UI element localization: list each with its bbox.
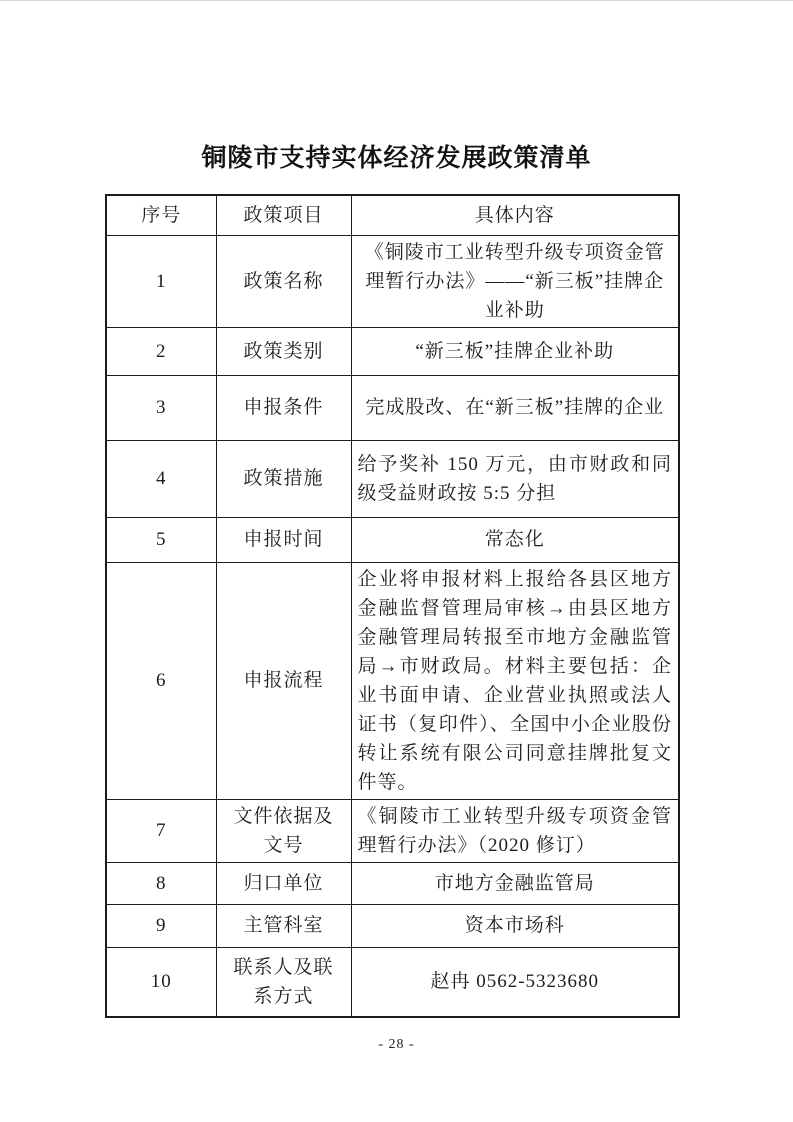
row-number-cell: 7: [106, 799, 216, 862]
policy-item-cell: 申报时间: [216, 517, 351, 562]
row-number-cell: 10: [106, 947, 216, 1017]
table-row: [106, 562, 679, 799]
policy-item-cell: 政策措施: [216, 440, 351, 517]
content-cell: 《铜陵市工业转型升级专项资金管理暂行办法》（2020 修订）: [351, 799, 679, 862]
content-cell: 给予奖补 150 万元，由市财政和同级受益财政按 5:5 分担: [351, 440, 679, 517]
row-number-cell: 5: [106, 517, 216, 562]
policy-item-cell: 政策类别: [216, 327, 351, 375]
content-cell: 企业将申报材料上报给各县区地方金融监督管理局审核→由县区地方金融管理局转报至市地方金融监管局→市财政局。材料主要包括：企业书面申请、企业营业执照或法人证书（复印件）、全国中小企业股份转让系统有限公司同意挂牌批复文件等。: [351, 562, 679, 799]
policy-item-cell: 文件依据及文号: [216, 799, 351, 862]
content-cell: 市地方金融监管局: [351, 862, 679, 904]
policy-item-cell: 申报条件: [216, 375, 351, 440]
row-number-cell: 2: [106, 327, 216, 375]
content-cell: 资本市场科: [351, 904, 679, 947]
table-row: [106, 799, 679, 862]
table-row: [106, 862, 679, 904]
content-cell: 完成股改、在“新三板”挂牌的企业: [351, 375, 679, 440]
page-title: 铜陵市支持实体经济发展政策清单: [201, 144, 592, 172]
content-cell: 赵冉 0562-5323680: [351, 947, 679, 1017]
policy-table-body: [106, 235, 679, 1017]
content-cell: “新三板”挂牌企业补助: [351, 327, 679, 375]
column-header: 序号: [106, 195, 216, 235]
table-row: [106, 375, 679, 440]
table-row: [106, 327, 679, 375]
policy-table-header: [106, 195, 679, 235]
row-number-cell: 6: [106, 562, 216, 799]
table-row: [106, 235, 679, 327]
row-number-cell: 8: [106, 862, 216, 904]
policy-item-cell: 归口单位: [216, 862, 351, 904]
policy-item-cell: 政策名称: [216, 235, 351, 327]
policy-item-cell: 主管科室: [216, 904, 351, 947]
policy-item-cell: 申报流程: [216, 562, 351, 799]
row-number-cell: 3: [106, 375, 216, 440]
table-row: [106, 440, 679, 517]
header-row: [106, 195, 679, 235]
content-cell: 《铜陵市工业转型升级专项资金管理暂行办法》——“新三板”挂牌企业补助: [351, 235, 679, 327]
table-row: [106, 904, 679, 947]
policy-table: [105, 194, 680, 1018]
row-number-cell: 9: [106, 904, 216, 947]
row-number-cell: 4: [106, 440, 216, 517]
table-row: [106, 517, 679, 562]
column-header: 具体内容: [351, 195, 679, 235]
column-header: 政策项目: [216, 195, 351, 235]
row-number-cell: 1: [106, 235, 216, 327]
page-number: - 28 -: [378, 1037, 415, 1052]
policy-item-cell: 联系人及联系方式: [216, 947, 351, 1017]
table-row: [106, 947, 679, 1017]
content-cell: 常态化: [351, 517, 679, 562]
